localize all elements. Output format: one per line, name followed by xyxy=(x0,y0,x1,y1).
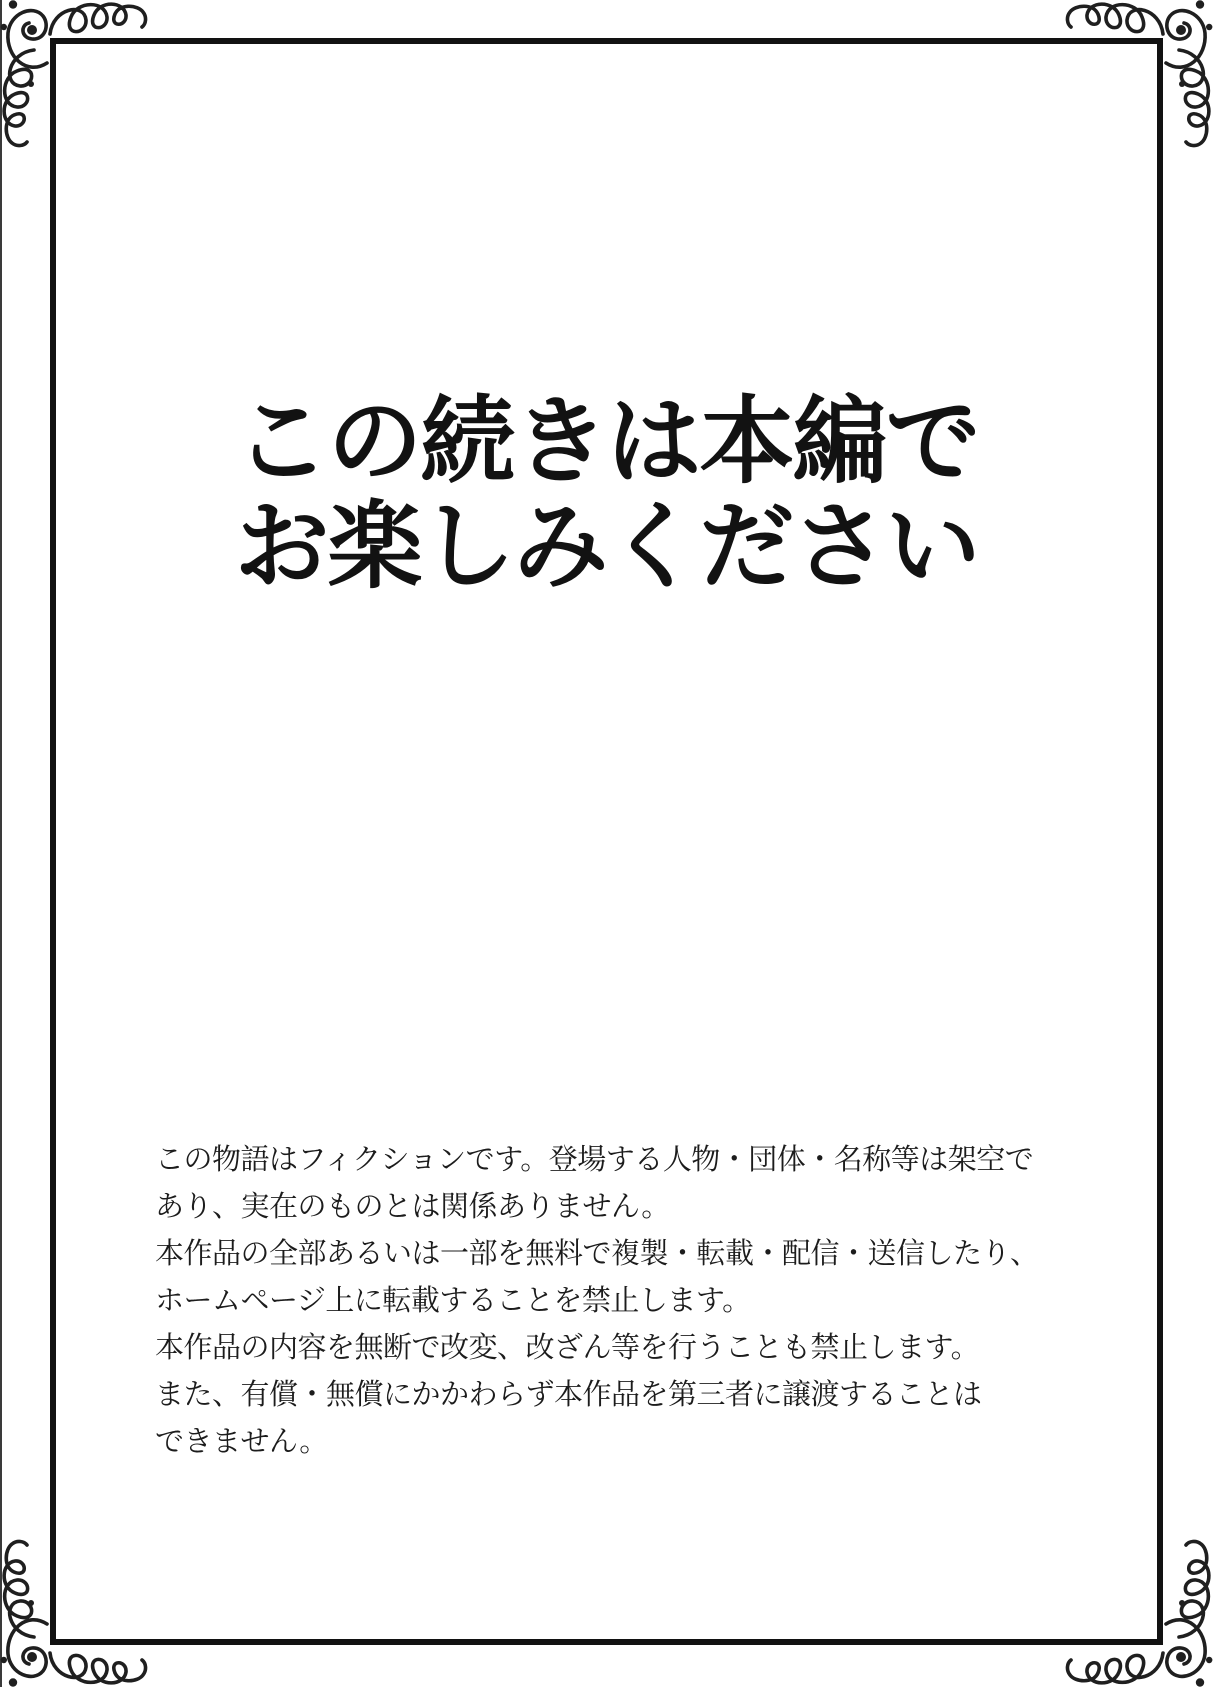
disclaimer-line-1: この物語はフィクションです。登場する人物・団体・名称等は架空で xyxy=(155,1142,1034,1176)
disclaimer-line-3: 本作品の全部あるいは一部を無料で複製・転載・配信・送信したり、 xyxy=(155,1236,1039,1270)
notice-line-2: お楽しみください xyxy=(234,492,979,602)
disclaimer-line-4: ホームページ上に転載することを禁止します。 xyxy=(155,1283,751,1317)
continuation-notice-title xyxy=(50,387,1163,602)
notice-line-1: この続きは本編で xyxy=(234,387,979,497)
page-edge-line xyxy=(0,0,2,1687)
copyright-disclaimer xyxy=(155,1136,1055,1465)
disclaimer-line-2: あり、実在のものとは関係ありません。 xyxy=(155,1189,670,1223)
disclaimer-line-7: できません。 xyxy=(155,1424,328,1458)
disclaimer-line-6: また、有償・無償にかかわらず本作品を第三者に譲渡することは xyxy=(155,1377,982,1411)
disclaimer-line-5: 本作品の内容を無断で改変、改ざん等を行うことも禁止します。 xyxy=(155,1330,980,1364)
